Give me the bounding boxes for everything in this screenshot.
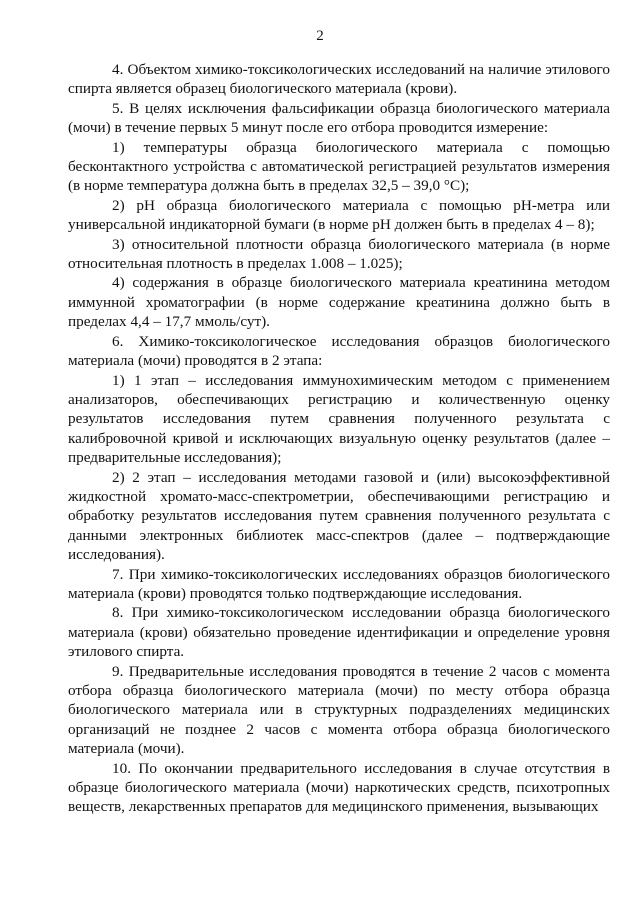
paragraph-5-item-1: 1) температуры образца биологического материала с помощью бесконтактного устройства с автоматической регистрацией результатов измерения (в норме температура должна быть в пределах 32,5 – 39,0 °С); [68, 138, 610, 195]
paragraph-6-item-2: 2) 2 этап – исследования методами газовой и (или) высокоэффективной жидкостной хромато-масс-спектрометрии, обеспечивающими регистрацию и обработку результатов исследования путем сравнения полученного результата с данными электронных библиотек масс-спектров (далее – подтверждающие исследования). [68, 468, 610, 564]
paragraph-5-item-4: 4) содержания в образце биологического материала креатинина методом иммунной хроматографии (в норме содержание креатинина должно быть в пределах 4,4 – 17,7 ммоль/сут). [68, 274, 610, 331]
page-number: 2 [316, 28, 324, 44]
paragraph-6-item-1: 1) 1 этап – исследования иммунохимическим методом с применением анализаторов, обеспечивающих регистрацию и количественную оценку результатов исследования путем сравнения полученного результата с калибровочной кривой и исключающих визуальную оценку результатов (далее – предварительные исследования); [68, 371, 610, 467]
paragraph-6: 6. Химико-токсикологическое исследования образцов биологического материала (мочи) проводятся в 2 этапа: [68, 332, 610, 370]
paragraph-5-item-2: 2) pH образца биологического материала с помощью pH-метра или универсальной индикаторной бумаги (в норме pH должен быть в пределах 4 – 8); [68, 196, 610, 234]
paragraph-10: 10. По окончании предварительного исследования в случае отсутствия в образце биологического материала (мочи) наркотических средств, психотропных веществ, лекарственных препаратов для медицинского применения, вызывающих [68, 759, 610, 816]
paragraph-8: 8. При химико-токсикологическом исследовании образца биологического материала (крови) обязательно проведение идентификации и определение уровня этилового спирта. [68, 604, 610, 661]
paragraph-7: 7. При химико-токсикологических исследованиях образцов биологического материала (крови) проводятся только подтверждающие исследования. [68, 565, 610, 602]
paragraph-4: 4. Объектом химико-токсикологических исследований на наличие этилового спирта является образец биологического материала (крови). [68, 61, 610, 98]
paragraph-5-item-3: 3) относительной плотности образца биологического материала (в норме относительная плотность в пределах 1.008 – 1.025); [68, 235, 610, 273]
document-body [68, 60, 610, 817]
paragraph-9: 9. Предварительные исследования проводятся в течение 2 часов с момента отбора образца биологического материала (мочи) по месту отбора образца биологического материала или в структурных подразделениях медицинских организаций не позднее 2 часов с момента отбора образца биологического материала (мочи). [68, 662, 610, 758]
paragraph-5: 5. В целях исключения фальсификации образца биологического материала (мочи) в течение первых 5 минут после его отбора проводится измерение: [68, 99, 610, 137]
